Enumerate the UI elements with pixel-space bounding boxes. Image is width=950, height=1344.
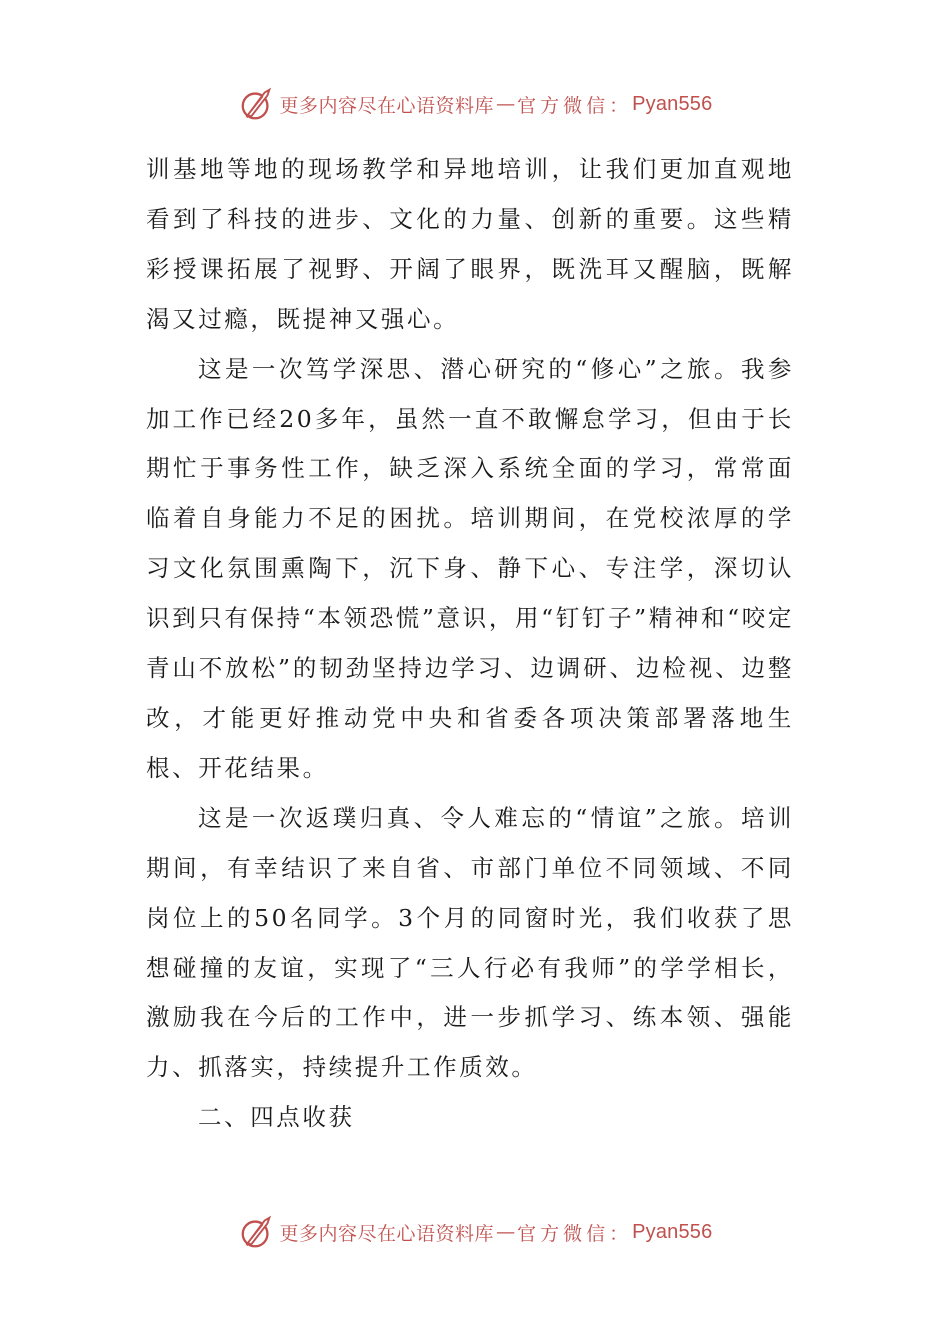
banner-site-name: 更多内容尽在心语资料库 bbox=[279, 94, 495, 117]
paragraph-continued: 训基地等地的现场教学和异地培训，让我们更加直观地看到了科技的进步、文化的力量、创新的重要。这些精彩授课拓展了视野、开阔了眼界，既洗耳又醒脑，既解渴又过瘾，既提神又强心。 bbox=[146, 155, 794, 333]
footer-banner bbox=[0, 1212, 950, 1252]
paragraph-qingyi: 这是一次返璞归真、令人难忘的“情谊”之旅。培训期间，有幸结识了来自省、市部门单位不同领域、不同岗位上的50名同学。3个月的同窗时光，我们收获了思想碰撞的友谊，实现了“三人行必有我师”的学学相长，激励我在今后的工作中，进一步抓学习、练本领、强能力、抓落实，持续提升工作质效。 bbox=[146, 803, 794, 1082]
paragraph-xiuxin: 这是一次笃学深思、潜心研究的“修心”之旅。我参加工作已经20多年，虽然一直不敢懈怠学习，但由于长期忙于事务性工作，缺乏深入系统全面的学习，常常面临着自身能力不足的困扰。培训期间，在党校浓厚的学习文化氛围熏陶下，沉下身、静下心、专注学，深切认识到只有保持“本领恐慌”意识，用“钉钉子”精神和“咬定青山不放松”的韧劲坚持边学习、边调研、边检视、边整改，才能更好推动党中央和省委各项决策部署落地生根、开花结果。 bbox=[146, 354, 794, 782]
banner-wechat-id: Pyan556 bbox=[632, 1220, 713, 1243]
banner-dash: — bbox=[496, 1221, 516, 1243]
banner-wechat-id: Pyan556 bbox=[632, 92, 713, 115]
banner-wechat-label: 官方微信： bbox=[517, 1222, 633, 1245]
document-body bbox=[146, 145, 794, 1143]
quill-pen-logo-icon bbox=[238, 1213, 276, 1251]
banner-dash: — bbox=[496, 93, 516, 115]
banner-site-name: 更多内容尽在心语资料库 bbox=[279, 1222, 495, 1245]
section-heading: 二、四点收获 bbox=[198, 1103, 355, 1132]
banner-wechat-label: 官方微信： bbox=[517, 94, 633, 117]
header-banner bbox=[0, 84, 950, 124]
quill-pen-logo-icon bbox=[238, 85, 276, 123]
